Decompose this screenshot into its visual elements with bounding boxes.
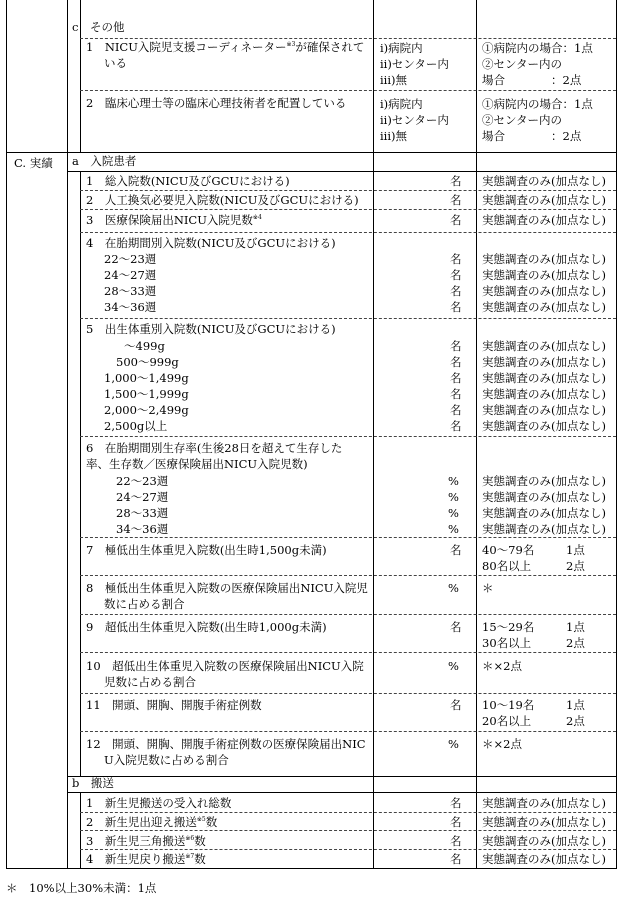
row-sep [80, 90, 616, 91]
a5-unit: 名 [450, 371, 462, 385]
a9-range-1: 15～29名 [482, 620, 535, 634]
a8-unit: % [448, 581, 459, 595]
table-bottom-border [6, 868, 617, 869]
a10-label-line2: 児数に占める割合 [104, 675, 196, 689]
a11-score-1: 1点 [566, 698, 585, 712]
a7-unit: 名 [450, 543, 462, 557]
a6-points: 実態調査のみ(加点なし) [482, 490, 606, 504]
a4-label: 4 在胎期間別入院数(NICU及びGCUにおける) [86, 236, 336, 250]
a5-unit: 名 [450, 403, 462, 417]
a5-points: 実態調査のみ(加点なし) [482, 419, 606, 433]
c1-choice-3: iii)無 [380, 73, 408, 87]
c2-choice-2: ii)センター内 [380, 113, 449, 127]
row-sep [80, 436, 616, 437]
a4-points: 実態調査のみ(加点なし) [482, 268, 606, 282]
a-section-heading: a 入院患者 [72, 154, 137, 168]
a4-unit: 名 [450, 300, 462, 314]
category-divider [67, 0, 68, 869]
a5-row-label: 500～999g [116, 355, 179, 369]
row-sep [80, 537, 616, 538]
sub-divider-a [80, 171, 81, 776]
a12-label-line2: U入院児数に占める割合 [104, 753, 229, 767]
b3-points: 実態調査のみ(加点なし) [482, 834, 606, 848]
a6-points: 実態調査のみ(加点なし) [482, 522, 606, 536]
row-sep [80, 830, 616, 831]
b4-unit: 名 [450, 852, 462, 866]
b3-label: 3 新生児三角搬送$^{※6}$数 [86, 834, 206, 848]
a6-points: 実態調査のみ(加点なし) [482, 506, 606, 520]
c2-label: 2 臨床心理士等の臨床心理技術者を配置している [86, 96, 347, 110]
a8-label-line1: 8 極低出生体重児入院数の医療保険届出NICU入院児 [86, 581, 368, 595]
row-sep [80, 693, 616, 694]
c2-points-1: ①病院内の場合：1点 [482, 97, 593, 111]
row-sep [80, 849, 616, 850]
a5-row-label: ～499g [124, 339, 165, 353]
a6-label-line1: 6 在胎期間別生存率(生後28日を超えて生存した [86, 441, 343, 455]
row-sep [80, 614, 616, 615]
a5-points: 実態調査のみ(加点なし) [482, 339, 606, 353]
b1-points: 実態調査のみ(加点なし) [482, 796, 606, 810]
b1-label: 1 新生児搬送の受入れ総数 [86, 796, 232, 810]
a4-points: 実態調査のみ(加点なし) [482, 252, 606, 266]
a4-row-label: 24～27週 [104, 268, 157, 282]
a11-label: 11 開頭、開胸、開腹手術症例数 [86, 698, 262, 712]
a9-score-2: 2点 [566, 636, 585, 650]
row-sep [80, 575, 616, 576]
table-right-border [616, 0, 617, 869]
a6-unit: % [448, 506, 459, 520]
c1-points-3: 場合 ：2点 [482, 73, 582, 87]
a6-row-label: 34～36週 [116, 522, 169, 536]
a7-range-1: 40～79名 [482, 543, 535, 557]
a6-points: 実態調査のみ(加点なし) [482, 474, 606, 488]
a6-unit: % [448, 474, 459, 488]
table-left-border [6, 0, 7, 869]
jisseki-label: C. 実績 [14, 156, 53, 170]
a3-label: 3 医療保険届出NICU入院児数$^{※4}$ [86, 213, 262, 227]
a2-label: 2 人工換気必要児入院数(NICU及びGCUにおける) [86, 193, 359, 207]
a6-unit: % [448, 490, 459, 504]
a10-label-line1: 10 超低出生体重児入院数の医療保険届出NICU入院 [86, 659, 364, 673]
b2-label: 2 新生児出迎え搬送$^{※5}$数 [86, 815, 218, 829]
section-divider [6, 152, 617, 153]
a4-row-label: 28～33週 [104, 284, 157, 298]
row-sep [80, 232, 616, 233]
a5-unit: 名 [450, 339, 462, 353]
a11-range-1: 10～19名 [482, 698, 535, 712]
a4-unit: 名 [450, 252, 462, 266]
a12-points: ＊×2点 [482, 737, 522, 751]
a9-label: 9 超低出生体重児入院数(出生時1,000g未満) [86, 620, 327, 634]
c2-choice-1: i)病院内 [380, 97, 423, 111]
a1-points: 実態調査のみ(加点なし) [482, 174, 606, 188]
b1-unit: 名 [450, 796, 462, 810]
c2-points-2: ②センター内の [482, 113, 563, 127]
b2-points: 実態調査のみ(加点なし) [482, 815, 606, 829]
c1-label-line1: 1 NICU入院児支援コーディネーター$^{※3}$が確保されて [86, 40, 365, 54]
a8-label-line2: 数に占める割合 [104, 597, 185, 611]
a-head-bottom [67, 171, 617, 172]
a2-points: 実態調査のみ(加点なし) [482, 193, 606, 207]
a4-row-label: 22～23週 [104, 252, 157, 266]
a2-unit: 名 [450, 193, 462, 207]
row-sep [80, 190, 616, 191]
a6-unit: % [448, 522, 459, 536]
a1-label: 1 総入院数(NICU及びGCUにおける) [86, 174, 290, 188]
a5-points: 実態調査のみ(加点なし) [482, 371, 606, 385]
a11-range-2: 20名以上 [482, 714, 532, 728]
b3-unit: 名 [450, 834, 462, 848]
a5-row-label: 1,500～1,999g [104, 387, 189, 401]
c2-choice-3: iii)無 [380, 129, 408, 143]
row-sep [80, 209, 616, 210]
a7-range-2: 80名以上 [482, 559, 532, 573]
a7-label: 7 極低出生体重児入院数(出生時1,500g未満) [86, 543, 327, 557]
a7-score-1: 1点 [566, 543, 585, 557]
b4-points: 実態調査のみ(加点なし) [482, 852, 606, 866]
b2-unit: 名 [450, 815, 462, 829]
c1-choice-2: ii)センター内 [380, 57, 449, 71]
c1-label-line2: いる [104, 56, 127, 70]
a5-row-label: 2,500g以上 [104, 419, 168, 433]
section-c-heading: c その他 [72, 20, 125, 34]
c2-points-3: 場合 ：2点 [482, 129, 582, 143]
a11-unit: 名 [450, 698, 462, 712]
a5-unit: 名 [450, 355, 462, 369]
a10-points: ＊×2点 [482, 659, 522, 673]
row-sep [80, 731, 616, 732]
b-section-heading: b 搬送 [72, 776, 114, 790]
b-head-bottom [67, 792, 617, 793]
a4-points: 実態調査のみ(加点なし) [482, 284, 606, 298]
a5-unit: 名 [450, 419, 462, 433]
footnote: ＊ 10%以上30%未満：1点 [6, 881, 157, 895]
a12-unit: % [448, 737, 459, 751]
a3-points: 実態調査のみ(加点なし) [482, 213, 606, 227]
row-sep [80, 812, 616, 813]
a6-row-label: 28～33週 [116, 506, 169, 520]
a5-points: 実態調査のみ(加点なし) [482, 403, 606, 417]
a4-row-label: 34～36週 [104, 300, 157, 314]
a7-score-2: 2点 [566, 559, 585, 573]
c1-choice-1: i)病院内 [380, 41, 423, 55]
a1-unit: 名 [450, 174, 462, 188]
b4-label: 4 新生児戻り搬送$^{※7}$数 [86, 852, 206, 866]
a3-unit: 名 [450, 213, 462, 227]
col-divider-2 [476, 0, 477, 869]
c1-points-1: ①病院内の場合：1点 [482, 41, 593, 55]
a5-unit: 名 [450, 387, 462, 401]
a4-unit: 名 [450, 284, 462, 298]
a6-row-label: 22～23週 [116, 474, 169, 488]
a8-points: ＊ [482, 581, 494, 595]
a12-label-line1: 12 開頭、開胸、開腹手術症例数の医療保険届出NIC [86, 737, 366, 751]
a5-row-label: 2,000～2,499g [104, 403, 189, 417]
a5-row-label: 1,000～1,499g [104, 371, 189, 385]
a11-score-2: 2点 [566, 714, 585, 728]
col-divider-1 [373, 0, 374, 869]
a9-range-2: 30名以上 [482, 636, 532, 650]
a5-points: 実態調査のみ(加点なし) [482, 355, 606, 369]
a9-unit: 名 [450, 620, 462, 634]
row-sep [80, 38, 616, 39]
row-sep [80, 318, 616, 319]
a5-label: 5 出生体重別入院数(NICU及びGCUにおける) [86, 322, 336, 336]
a6-row-label: 24～27週 [116, 490, 169, 504]
a4-points: 実態調査のみ(加点なし) [482, 300, 606, 314]
row-sep [80, 652, 616, 653]
c1-points-2: ②センター内の [482, 57, 563, 71]
a6-label-line2: 率、生存数／医療保険届出NICU入院児数) [86, 457, 308, 471]
a-section-bottom [67, 776, 617, 777]
a4-unit: 名 [450, 268, 462, 282]
a9-score-1: 1点 [566, 620, 585, 634]
a10-unit: % [448, 659, 459, 673]
a5-points: 実態調査のみ(加点なし) [482, 387, 606, 401]
